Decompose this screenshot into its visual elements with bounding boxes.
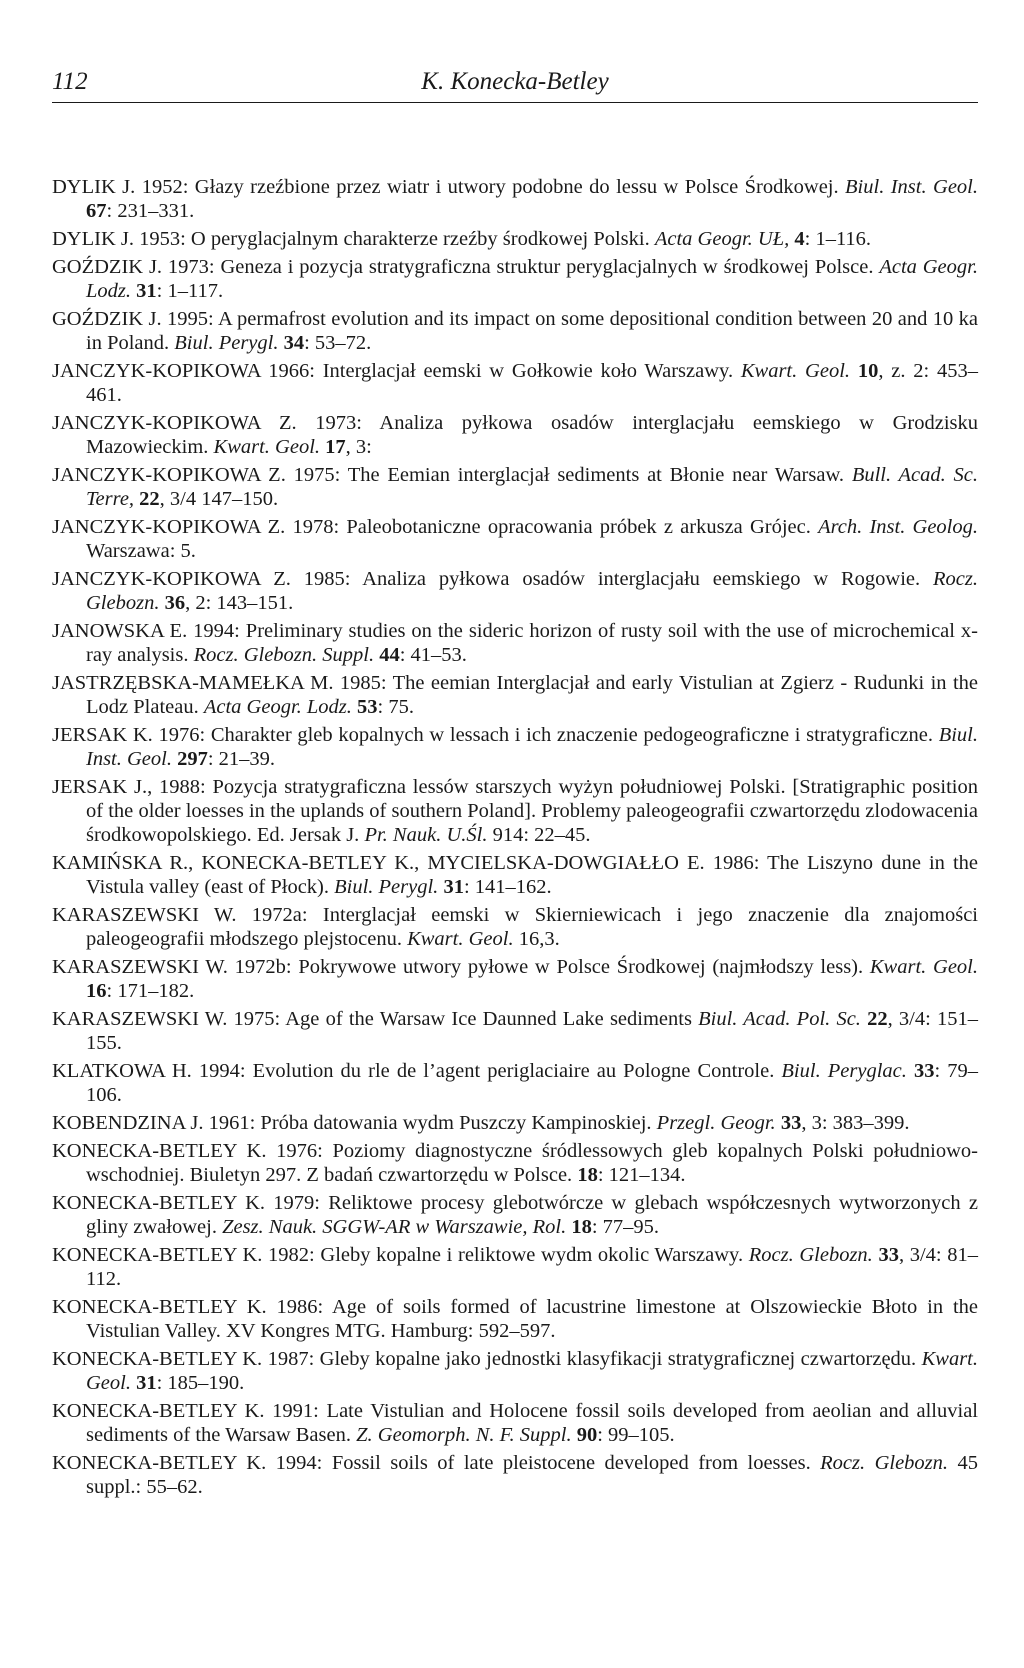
volume-number: 36 [164, 592, 186, 614]
reference-text: 16,3. [513, 928, 560, 951]
reference-entry [52, 1007, 978, 1055]
reference-text: 914: 22–45. [487, 824, 591, 847]
volume-number: 44 [379, 644, 400, 666]
journal-title: Kwart. Geol. [407, 928, 514, 951]
volume-number: 33 [780, 1112, 802, 1134]
reference-text: KARASZEWSKI W. 1972a: Interglacjał eemski w Skierniewicach i jego znaczenie dla znajomości paleogeografii młodszego plejstocenu. [52, 904, 978, 951]
reference-text: : 99–105. [597, 1424, 675, 1446]
journal-title: Acta Geogr. UŁ, [654, 228, 790, 250]
journal-title: Biul. Perygl. [334, 876, 439, 899]
reference-text: JASTRZĘBSKA-MAMEŁKA M. 1985: The eemian Interglacjał and early Vistulian at Zgierz - Rudunki in the Lodz Plateau. [52, 671, 978, 718]
volume-number: 16 [86, 980, 107, 1003]
reference-entry [52, 1399, 978, 1447]
reference-text: GOŹDZIK J. 1973: Geneza i pozycja stratygraficzna struktur peryglacjalnych w środkowej Polsce. [52, 255, 880, 278]
reference-text: KAMIŃSKA R., KONECKA-BETLEY K., MYCIELSKA-DOWGIAŁŁO E. 1986: The Liszyno dune in the Vistula valley (east of Płock). [52, 852, 978, 899]
reference-text: KLATKOWA H. 1994: Evolution du rle de l’agent periglaciaire au Pologne Controle. [52, 1060, 782, 1082]
reference-entry [52, 359, 978, 407]
reference-text: KONECKA-BETLEY K. 1982: Gleby kopalne i reliktowe wydm okolic Warszawy. [52, 1243, 749, 1266]
journal-title: Rocz. Glebozn. Suppl. [193, 644, 375, 666]
reference-text: JERSAK J., 1988: Pozycja stratygraficzna lessów starszych wyżyn południowej Polski. [Stratigraphic position of the older loesses in the uplands of southern Poland]. Problemy paleogeografii czwartorzędu zlodowacenia środkowopolskiego. Ed. Jersak J. [52, 775, 978, 847]
reference-text: , 3: 383–399. [801, 1112, 910, 1134]
reference-text [907, 1060, 914, 1082]
journal-title: Z. Geomorph. N. F. Suppl. [356, 1424, 572, 1446]
reference-text: , 2: 143–151. [185, 592, 294, 614]
reference-text: : 41–53. [399, 644, 467, 666]
journal-title: Kwart. Geol. [869, 956, 978, 978]
volume-number: 33 [914, 1060, 935, 1082]
journal-title: Biul. Inst. Geol. [845, 176, 978, 198]
reference-entry [52, 1059, 978, 1107]
reference-text: : 79–106. [86, 1060, 979, 1107]
reference-text: JANCZYK-KOPIKOWA 1966: Interglacjał eemski w Gołkowie koło Warszawy. [52, 359, 741, 382]
reference-entry [52, 567, 978, 615]
volume-number: 297 [177, 748, 208, 770]
reference-entry [52, 1295, 978, 1343]
journal-title: Kwart. Geol. [213, 436, 321, 458]
reference-text: : 77–95. [591, 1216, 660, 1238]
journal-title: Rocz. Glebozn. [820, 1451, 949, 1474]
volume-number: 18 [571, 1216, 592, 1238]
journal-title: Kwart. Geol. [740, 359, 851, 382]
journal-title: Pr. Nauk. U.Śl. [364, 824, 488, 847]
reference-text: : 171–182. [106, 980, 195, 1003]
volume-number: 22 [867, 1008, 888, 1030]
reference-entry [52, 411, 978, 459]
volume-number: 31 [136, 1372, 157, 1394]
reference-text: KONECKA-BETLEY K. 1986: Age of soils formed of lacustrine limestone at Olszowieckie Błoto in the Vistulian Valley. XV Kongres MTG. Hamburg: 592–597. [52, 1295, 978, 1342]
reference-entry [52, 1191, 978, 1239]
journal-title: Zesz. Nauk. SGGW-AR w Warszawie, Rol. [222, 1216, 567, 1238]
reference-text: : 1–117. [156, 280, 224, 302]
reference-text: : 1–116. [804, 228, 872, 250]
journal-title: Rocz. Glebozn. [86, 567, 978, 614]
reference-entry [52, 307, 978, 355]
reference-text: KONECKA-BETLEY K. 1987: Gleby kopalne jako jednostki klasyfikacji stratygraficznej czwartorzędu. [52, 1347, 922, 1370]
reference-list [52, 175, 978, 1503]
reference-text: : 121–134. [597, 1164, 686, 1186]
reference-entry [52, 619, 978, 667]
reference-text: : 231–331. [106, 200, 195, 223]
reference-text: JANCZYK-KOPIKOWA Z. 1975: The Eemian interglacjał sediments at Błonie near Warsaw. [52, 463, 852, 486]
page-header [52, 64, 978, 103]
volume-number: 22 [139, 488, 160, 510]
reference-entry [52, 851, 978, 899]
journal-title: Acta Geogr. Lodz. [86, 255, 978, 302]
reference-text: : 141–162. [463, 876, 552, 899]
reference-entry [52, 1111, 978, 1135]
reference-text: , z. 2: 453–461. [86, 359, 978, 406]
volume-number: 18 [577, 1164, 598, 1186]
reference-entry [52, 515, 978, 563]
journal-title: Biul. Inst. Geol. [86, 723, 978, 770]
reference-entry [52, 955, 978, 1003]
volume-number: 67 [86, 200, 107, 223]
reference-entry [52, 255, 978, 303]
reference-text: KONECKA-BETLEY K. 1991: Late Vistulian and Holocene fossil soils developed from aeolian and alluvial sediments of the Warsaw Basen. [52, 1399, 978, 1446]
reference-text: KONECKA-BETLEY K. 1994: Fossil soils of late pleistocene developed from loesses. [52, 1451, 821, 1474]
reference-text: 45 suppl.: 55–62. [86, 1451, 978, 1498]
reference-text: , 3/4 147–150. [159, 488, 279, 510]
reference-entry [52, 175, 978, 223]
reference-entry [52, 723, 978, 771]
reference-entry [52, 775, 978, 848]
reference-text: JANCZYK-KOPIKOWA Z. 1978: Paleobotaniczne opracowania próbek z arkusza Grójec. [52, 515, 819, 538]
reference-text: , 3/4: 81–112. [86, 1243, 978, 1290]
reference-entry [52, 903, 978, 951]
reference-text: : 185–190. [156, 1372, 245, 1394]
reference-text: KONECKA-BETLEY K. 1976: Poziomy diagnostyczne śródlessowych gleb kopalnych Polski południowo-wschodniej. Biuletyn 297. Z badań czwartorzędu w Polsce. [52, 1139, 978, 1186]
journal-title: Biul. Peryglac. [781, 1060, 907, 1082]
reference-text: GOŹDZIK J. 1995: A permafrost evolution and its impact on some depositional condition between 20 and 10 ka in Poland. [52, 307, 978, 354]
reference-text: JANCZYK-KOPIKOWA Z. 1985: Analiza pyłkowa osadów interglacjału eemskiego w Rogowie. [52, 567, 934, 590]
volume-number: 31 [443, 876, 464, 899]
reference-text: : 75. [377, 696, 414, 718]
volume-number: 33 [878, 1243, 899, 1266]
journal-title: Rocz. Glebozn. [748, 1243, 873, 1266]
reference-text: KARASZEWSKI W. 1972b: Pokrywowe utwory pyłowe w Polsce Środkowej (najmłodszy less). [52, 956, 870, 978]
reference-text [850, 360, 858, 382]
reference-text: JANOWSKA E. 1994: Preliminary studies on the sideric horizon of rusty soil with the use of microchemical x-ray analysis. [52, 619, 978, 666]
journal-title: Biul. Acad. Pol. Sc. [698, 1008, 861, 1030]
volume-number: 10 [857, 359, 879, 382]
journal-title: Przegl. Geogr. [656, 1112, 776, 1134]
reference-text: , 3: [345, 436, 372, 458]
reference-entry [52, 1451, 978, 1499]
reference-entry [52, 1347, 978, 1395]
reference-entry [52, 1139, 978, 1187]
reference-text: KOBENDZINA J. 1961: Próba datowania wydm Puszczy Kampinoskiej. [52, 1112, 657, 1134]
reference-entry [52, 1243, 978, 1291]
reference-entry [52, 671, 978, 719]
reference-text: JANCZYK-KOPIKOWA Z. 1973: Analiza pyłkowa osadów interglacjału eemskiego w Grodzisku Mazowieckim. [52, 411, 978, 458]
reference-text: Warszawa: 5. [86, 540, 196, 562]
reference-text: KONECKA-BETLEY K. 1979: Reliktowe procesy glebotwórcze w glebach współczesnych wytworzonych z gliny zwałowej. [52, 1191, 978, 1238]
reference-text: DYLIK J. 1952: Głazy rzeźbione przez wiatr i utwory podobne do lessu w Polsce Środkowej. [52, 176, 846, 198]
journal-title: Acta Geogr. Lodz. [203, 696, 352, 718]
reference-text: , 3/4: 151–155. [86, 1008, 979, 1055]
journal-title: Biul. Perygl. [174, 332, 279, 354]
reference-entry [52, 463, 978, 511]
reference-entry [52, 227, 978, 251]
journal-title: Bull. Acad. Sc. Terre, [86, 463, 979, 510]
volume-number: 90 [576, 1424, 598, 1446]
journal-title: Kwart. Geol. [86, 1347, 978, 1394]
page-number: 112 [52, 68, 88, 95]
reference-text: JERSAK K. 1976: Charakter gleb kopalnych w lessach i ich znaczenie pedogeograficzne i stratygraficzne. [52, 723, 939, 746]
volume-number: 53 [357, 696, 378, 718]
volume-number: 31 [136, 280, 157, 302]
reference-text: DYLIK J. 1953: O peryglacjalnym charakterze rzeźby środkowej Polski. [52, 228, 655, 250]
reference-text: : 21–39. [207, 748, 276, 770]
volume-number: 17 [325, 436, 346, 458]
reference-text: : 53–72. [304, 332, 372, 354]
volume-number: 4 [794, 228, 805, 250]
journal-title: Arch. Inst. Geolog. [818, 515, 979, 538]
running-title: K. Konecka-Betley [421, 68, 609, 95]
reference-text: KARASZEWSKI W. 1975: Age of the Warsaw Ice Daunned Lake sediments [52, 1008, 699, 1030]
volume-number: 34 [283, 332, 305, 354]
